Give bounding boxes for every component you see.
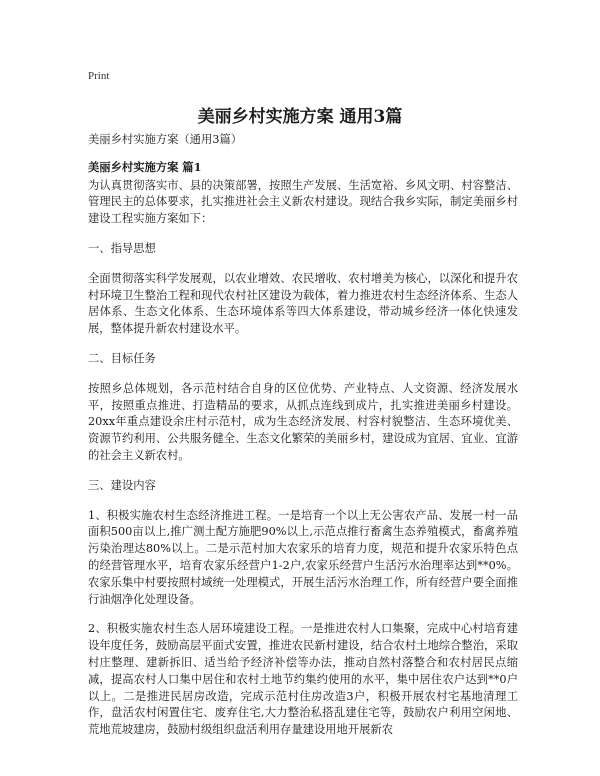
section-heading-guiding-ideology: 一、指导思想 (88, 241, 156, 255)
document-title: 美丽乡村实施方案 通用3篇 (197, 107, 403, 127)
intro-paragraph: 为认真贯彻落实市、县的决策部署，按照生产发展、生活宽裕、乡风文明、村容整洁、管理民主的总体要求，扎实推进社会主义新农村建设。现结合我乡实际，制定美丽乡村建设工程实施方案如下： (88, 178, 518, 226)
construction-item-2-paragraph: 2、积极实施农村生态人居环境建设工程。一是推进农村人口集聚，完成中心村培育建设年度任务，鼓励高层平面式安置，推进农民新村建设，结合农村土地综合整治，采取村庄整理、建新拆旧、适当给予经济补偿等办法，推动自然村落整合和农村居民点缩减，提高农村人口集中居住和农村土地节约集约使用的水平，集中居住农户达到**0户以上。二是推进民居房改造，完成示范村住房改造3户，积极开展农村宅基地清理工作，盘活农村闲置住宅、废弃住宅,大力整治私搭乱建住宅等，鼓励农户利用空闲地、荒地荒坡建房，鼓励村级组织盘活利用存量建设用地开展新农 (88, 622, 518, 737)
section-heading-goals: 二、目标任务 (88, 351, 156, 365)
document-body (88, 130, 518, 739)
chapter-title: 美丽乡村实施方案 篇1 (88, 159, 202, 174)
print-link[interactable]: Print (88, 70, 110, 82)
section-heading-construction-content: 三、建设内容 (88, 478, 156, 492)
construction-item-1-paragraph: 1、积极实施农村生态经济推进工程。一是培育一个以上无公害农产品、发展一村一品面积500亩以上,推广测土配方施肥90%以上,示范点推行畜禽生态养殖模式，畜禽养殖污染治理达80%以上。二是示范村加大农家乐的培育力度，规范和提升农家乐特色点的经营管理水平，培育农家乐经营户1-2户,农家乐经营户生活污水治理率达到**0%。农家乐集中村要按照村域统一处理模式，开展生活污水治理工作，所有经营户要全面推行油烟净化处理设备。 (88, 508, 518, 606)
document-subtitle: 美丽乡村实施方案（通用3篇） (88, 133, 243, 146)
goals-paragraph: 按照乡总体规划，各示范村结合自身的区位优势、产业特点、人文资源、经济发展水平，按照重点推进、打造精品的要求，从抓点连线到成片，扎实推进美丽乡村建设。20xx年重点建设余庄村示范村，成为生态经济发展、村容村貌整洁、生态环境优美、资源节约利用、公共服务健全、生态文化繁荣的美丽乡村，建设成为宜居、宜业、宜游的社会主义新农村。 (88, 381, 518, 462)
guiding-ideology-paragraph: 全面贯彻落实科学发展观，以农业增效、农民增收、农村增美为核心，以深化和提升农村环境卫生整治工程和现代农村社区建设为载体，着力推进农村生态经济体系、生态人居体系、生态文化体系、生态环境体系等四大体系建设，带动城乡经济一体化快速发展，整体提升新农村建设水平。 (88, 271, 518, 336)
